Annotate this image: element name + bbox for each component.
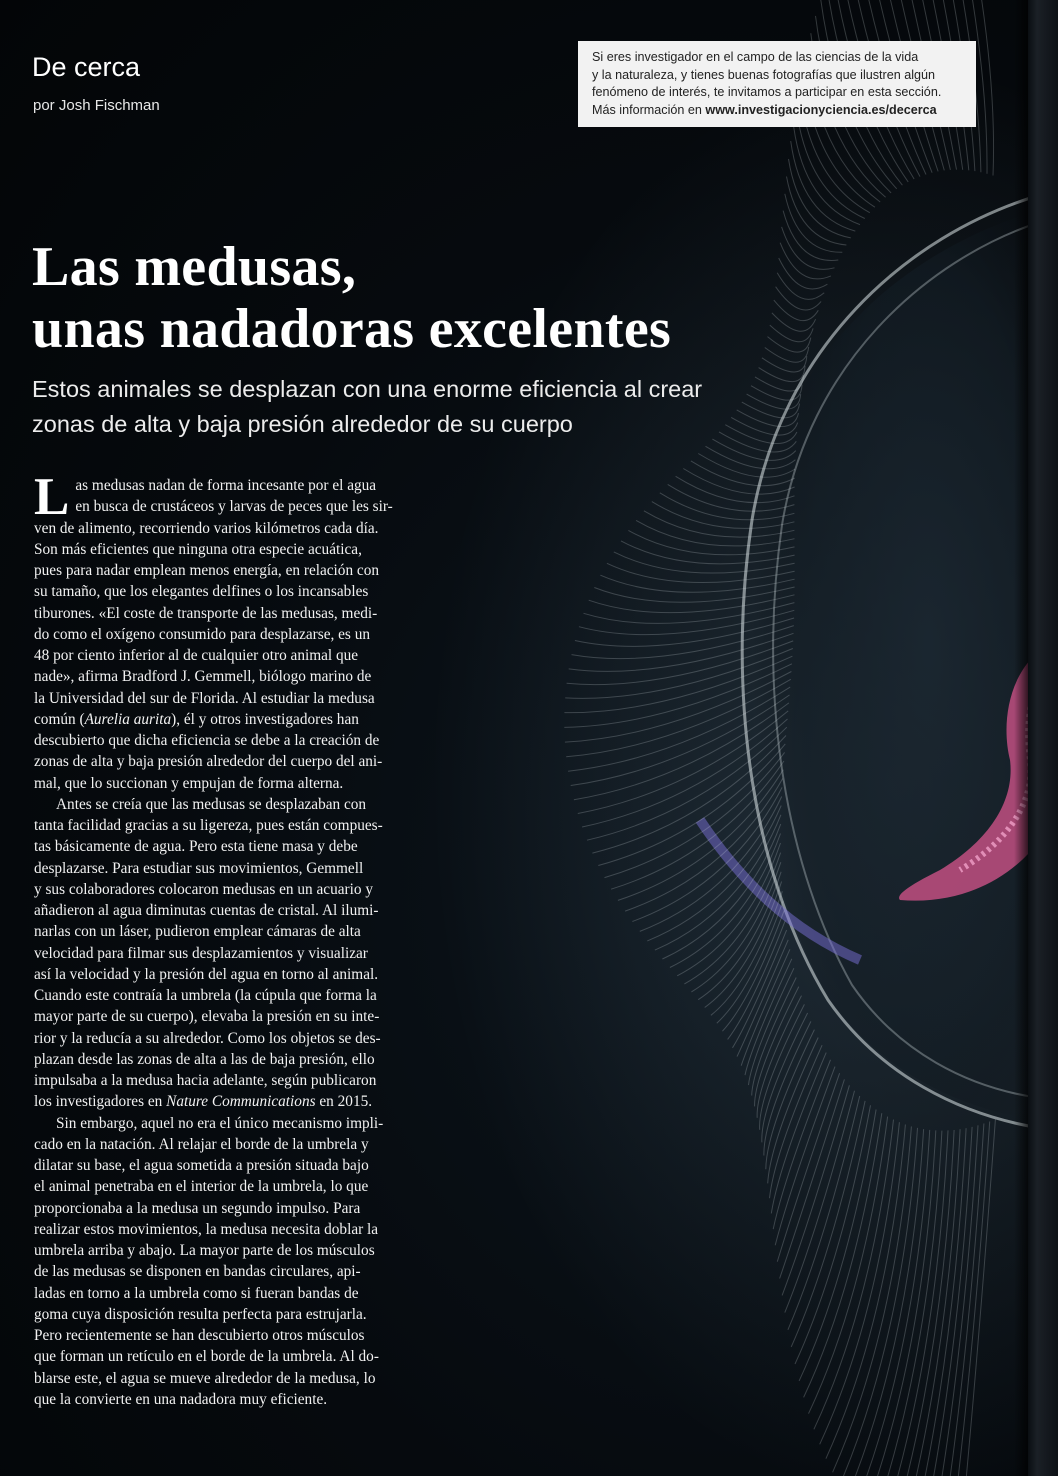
body-line: goma cuya disposición resulta perfecta para estrujarla. (34, 1305, 367, 1323)
info-line (592, 102, 966, 120)
body-line: descubierto que dicha eficiencia se debe a la creación de (34, 732, 380, 749)
body-line: blarse este, el agua se mueve alrededor de la medusa, lo (34, 1369, 376, 1387)
info-line: Si eres investigador en el campo de las ciencias de la vida (592, 50, 919, 64)
journal-suffix: en 2015. (315, 1093, 373, 1111)
body-line: umbrela arriba y abajo. La mayor parte de los músculos (34, 1242, 375, 1259)
species-prefix: común ( (34, 710, 85, 728)
body-line: pues para nadar emplean menos energía, en relación con (34, 562, 380, 579)
body-line: plazan desde las zonas de alta a las de baja presión, ello (34, 1050, 375, 1068)
body-line: impulsaba a la medusa hacia adelante, según publicaron (34, 1072, 377, 1089)
body-line: su tamaño, que los elegantes delfines o los incansables (34, 583, 369, 601)
facing-page-edge (1028, 0, 1058, 1476)
subtitle-line-2: zonas de alta y baja presión alrededor de su cuerpo (32, 411, 573, 437)
body-line: así la velocidad y la presión del agua en torno al animal. (34, 965, 379, 983)
article-subtitle (32, 372, 792, 442)
body-line: do como el oxígeno consumido para desplazarse, es un (34, 625, 371, 643)
species-suffix: ), él y otros investigadores han (171, 710, 359, 728)
byline: por Josh Fischman (33, 97, 160, 114)
body-line: ladas en torno a la umbrela como si fueran bandas de (34, 1284, 359, 1302)
body-line: as medusas nadan de forma incesante por el agua (75, 477, 377, 494)
body-line: el animal penetraba en el interior de la umbrela, lo que (34, 1178, 369, 1196)
body-line: tiburones. «El coste de transporte de las medusas, medi- (34, 604, 378, 622)
article-body (34, 468, 460, 1410)
body-line: proporcionaba a la medusa un segundo impulso. Para (34, 1199, 361, 1217)
body-line: en busca de crustáceos y larvas de peces que les sir- (75, 498, 393, 516)
title-line-2: unas nadadoras excelentes (32, 298, 672, 360)
body-line: Son más eficientes que ninguna otra especie acuática, (34, 540, 362, 558)
body-line: Antes se creía que las medusas se desplazaban con (56, 795, 367, 813)
body-line: de las medusas se disponen en bandas circulares, api- (34, 1263, 361, 1281)
body-line: mal, que lo succionan y empujan de forma alterna. (34, 774, 344, 792)
body-line: narlas con un láser, pudieron emplear cámaras de alta (34, 923, 361, 941)
info-link[interactable]: www.investigacionyciencia.es/decerca (705, 102, 937, 117)
body-line: tanta facilidad gracias a su ligereza, pues están compues- (34, 817, 383, 834)
body-line: Sin embargo, aquel no era el único mecanismo impli- (56, 1114, 384, 1132)
body-line: rior y la reducía a su alrededor. Como los objetos se des- (34, 1029, 381, 1047)
body-line: añadieron al agua diminutas cuentas de cristal. Al ilumi- (34, 902, 379, 919)
body-line: realizar estos movimientos, la medusa necesita doblar la (34, 1220, 379, 1238)
body-line (34, 1091, 460, 1112)
body-line: y sus colaboradores colocaron medusas en un acuario y (34, 880, 373, 898)
contribution-info-box (578, 41, 976, 127)
body-line: que la convierte en una nadadora muy eficiente. (34, 1390, 328, 1408)
info-line: fenómeno de interés, te invitamos a participar en esta sección. (592, 85, 942, 100)
title-line-1: Las medusas, (32, 236, 357, 298)
body-line: ven de alimento, recorriendo varios kilómetros cada día. (34, 519, 379, 537)
body-line: nade», afirma Bradford J. Gemmell, biólogo marino de (34, 668, 372, 686)
body-line: cado en la natación. Al relajar el borde de la umbrela y (34, 1135, 369, 1153)
body-line: 48 por ciento inferior al de cualquier otro animal que (34, 647, 359, 664)
body-line: Cuando este contraía la umbrela (la cúpula que forma la (34, 987, 377, 1004)
subtitle-line-1: Estos animales se desplazan con una enorme eficiencia al crear (32, 376, 703, 402)
spine-shadow (1014, 0, 1028, 1476)
body-line: que forman un retículo en el borde de la umbrela. Al do- (34, 1348, 379, 1366)
info-line: y la naturaleza, y tienes buenas fotografías que ilustren algún (592, 67, 936, 82)
body-line: desplazarse. Para estudiar sus movimientos, Gemmell (34, 859, 364, 877)
body-line: velocidad para filmar sus desplazamientos y visualizar (34, 944, 368, 962)
journal-prefix: los investigadores en (34, 1093, 167, 1111)
body-line (34, 709, 460, 730)
info-line-prefix: Más información en (592, 102, 706, 117)
body-line: mayor parte de su cuerpo), elevaba la presión en su inte- (34, 1008, 380, 1026)
body-line: zonas de alta y baja presión alrededor del cuerpo del ani- (34, 753, 383, 771)
drop-cap: L (34, 468, 70, 526)
body-line: dilatar su base, el agua sometida a presión situada bajo (34, 1157, 369, 1174)
body-line: tas básicamente de agua. Pero esta tiene masa y debe (34, 838, 358, 856)
body-line: la Universidad del sur de Florida. Al estudiar la medusa (34, 689, 375, 707)
body-line: Pero recientemente se han descubierto otros músculos (34, 1327, 365, 1344)
species-name: Aurelia aurita (84, 710, 172, 728)
journal-name: Nature Communications (166, 1093, 316, 1111)
section-label: De cerca (32, 52, 141, 82)
article-title (32, 236, 792, 360)
